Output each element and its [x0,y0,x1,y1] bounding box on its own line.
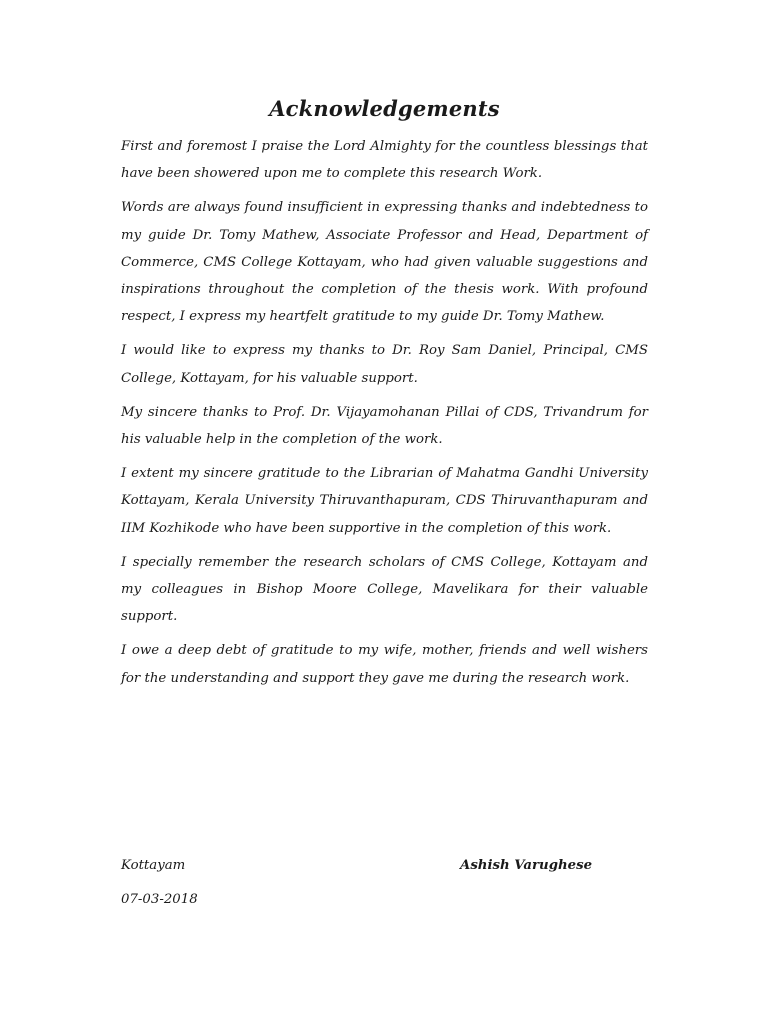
paragraph-3: I would like to express my thanks to Dr. Roy Sam Daniel, Principal, CMS College, Kottayam, for his valuable support. [121,343,648,386]
date-text: 07-03-2018 [121,892,198,907]
paragraph-4: My sincere thanks to Prof. Dr. Vijayamohanan Pillai of CDS, Trivandrum for his valuable help in the completion of the work. [121,404,648,448]
page-title: Acknowledgements [269,96,500,121]
paragraph-7: I owe a deep debt of gratitude to my wife, mother, friends and well wishers for the understanding and support they gave me during the research work. [121,643,648,686]
paragraph-1: First and foremost I praise the Lord Almighty for the countless blessings that have been showered upon me to complete this research Work. [121,139,648,182]
document-body [121,92,648,699]
paragraph-2: Words are always found insufficient in expressing thanks and indebtedness to my guide Dr. Tomy Mathew, Associate Professor and Head, Department of Commerce, CMS College Kottayam, who had given valuable suggestions and inspirations throughout the completion of the thesis work. With profound respect, I express my heartfelt gratitude to my guide Dr. Tomy Mathew. [121,200,648,325]
signatory-name: Ashish Varughese [460,858,593,873]
paragraph-5: I extent my sincere gratitude to the Librarian of Mahatma Gandhi University Kottayam, Kerala University Thiruvanthapuram, CDS Thiruvanthapuram and IIM Kozhikode who have been supportive in the completion of this work. [121,466,648,536]
place-text: Kottayam [121,858,186,873]
paragraph-6: I specially remember the research scholars of CMS College, Kottayam and my colleagues in Bishop Moore College, Mavelikara for their valuable support. [121,554,648,625]
